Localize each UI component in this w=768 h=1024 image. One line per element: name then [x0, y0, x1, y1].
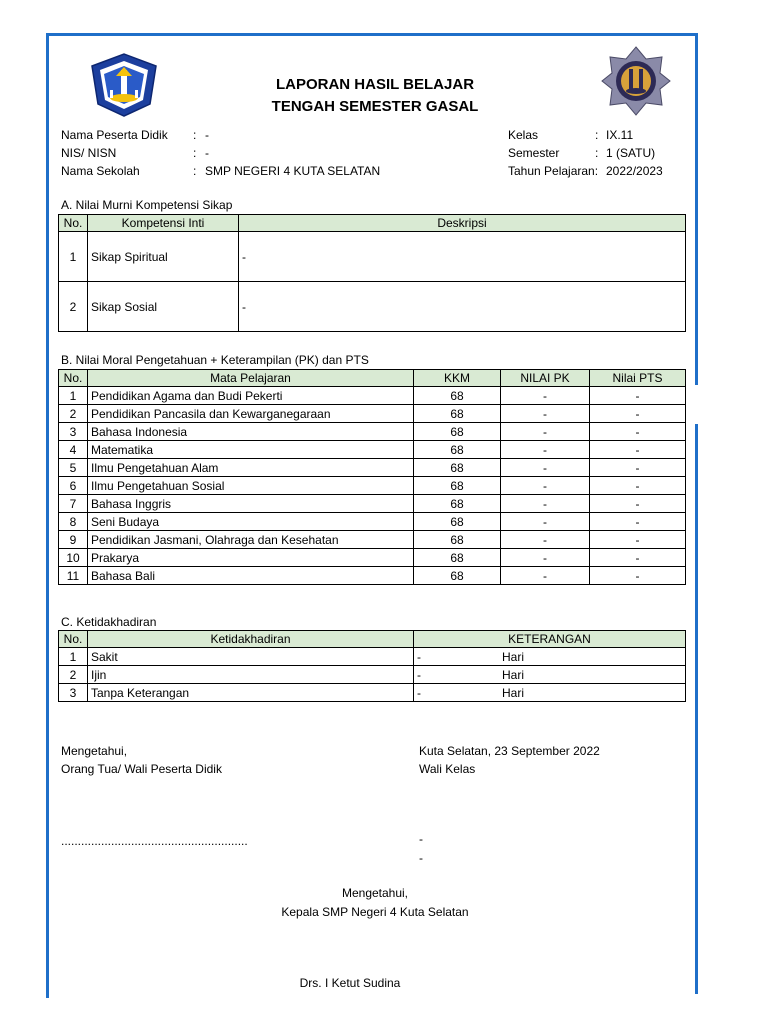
page-border-right [695, 33, 698, 385]
table-row [59, 531, 686, 549]
absence-note [414, 648, 686, 666]
row-no: 6 [59, 477, 88, 495]
pk-value: - [501, 387, 590, 405]
column-header: No. [59, 215, 88, 232]
row-no: 11 [59, 567, 88, 585]
province-emblem-icon [88, 52, 160, 118]
absence-note [414, 666, 686, 684]
absence-count: - [417, 667, 421, 682]
pk-value: - [501, 423, 590, 441]
subject-name: Bahasa Bali [88, 567, 414, 585]
class-value: IX.11 [606, 128, 634, 142]
semester-label: Semester [508, 146, 560, 160]
subject-name: Seni Budaya [88, 513, 414, 531]
kkm-value: 68 [414, 477, 501, 495]
subject-name: Bahasa Inggris [88, 495, 414, 513]
nis-value: - [205, 146, 209, 160]
row-no: 1 [59, 232, 88, 282]
year-label: Tahun Pelajaran: [508, 164, 599, 178]
colon: : [595, 146, 599, 160]
row-no: 3 [59, 423, 88, 441]
place-date: Kuta Selatan, 23 September 2022 [419, 744, 600, 758]
column-header: KKM [414, 370, 501, 387]
absence-note [414, 684, 686, 702]
parent-title: Orang Tua/ Wali Peserta Didik [61, 762, 222, 776]
name-value: - [205, 128, 209, 142]
column-header: No. [59, 370, 88, 387]
table-row [59, 459, 686, 477]
row-no: 8 [59, 513, 88, 531]
row-no: 2 [59, 666, 88, 684]
homeroom-name: - [419, 832, 423, 846]
table-row [59, 549, 686, 567]
absence-type: Ijin [88, 666, 414, 684]
pts-value: - [590, 423, 686, 441]
subject-name: Ilmu Pengetahuan Alam [88, 459, 414, 477]
parent-acknowledge: Mengetahui, [61, 744, 128, 758]
kkm-value: 68 [414, 567, 501, 585]
year-value: 2022/2023 [606, 164, 663, 178]
pts-value: - [590, 459, 686, 477]
row-no: 9 [59, 531, 88, 549]
pts-value: - [590, 549, 686, 567]
column-header: Mata Pelajaran [88, 370, 414, 387]
attendance-table [58, 630, 686, 702]
subject-name: Prakarya [88, 549, 414, 567]
section-c-title: C. Ketidakhadiran [61, 615, 157, 629]
school-value: SMP NEGERI 4 KUTA SELATAN [205, 164, 381, 178]
page-border-right [695, 424, 698, 994]
competency-description: - [239, 282, 686, 332]
name-label: Nama Peserta Didik [61, 128, 168, 142]
class-label: Kelas [508, 128, 539, 142]
pk-value: - [501, 459, 590, 477]
colon: : [193, 164, 197, 178]
kkm-value: 68 [414, 549, 501, 567]
pk-value: - [501, 495, 590, 513]
kkm-value: 68 [414, 423, 501, 441]
column-header: Ketidakhadiran [88, 631, 414, 648]
colon: : [193, 128, 197, 142]
table-row [59, 405, 686, 423]
school-label: Nama Sekolah [61, 164, 140, 178]
table-row [59, 441, 686, 459]
competency-name: Sikap Sosial [88, 282, 239, 332]
column-header: Deskripsi [239, 215, 686, 232]
kkm-value: 68 [414, 405, 501, 423]
subject-name: Pendidikan Jasmani, Olahraga dan Kesehatan [88, 531, 414, 549]
homeroom-id: - [419, 851, 423, 865]
table-row [59, 423, 686, 441]
pts-value: - [590, 495, 686, 513]
table-row [59, 232, 686, 282]
grades-table [58, 369, 686, 585]
nis-label: NIS/ NISN [61, 146, 117, 160]
column-header: Kompetensi Inti [88, 215, 239, 232]
pts-value: - [590, 405, 686, 423]
section-a-title: A. Nilai Murni Kompetensi Sikap [61, 198, 233, 212]
subject-name: Bahasa Indonesia [88, 423, 414, 441]
principal-name: Drs. I Ketut Sudina [299, 976, 401, 990]
subject-name: Pendidikan Agama dan Budi Pekerti [88, 387, 414, 405]
colon: : [595, 128, 599, 142]
column-header: NILAI PK [501, 370, 590, 387]
kkm-value: 68 [414, 513, 501, 531]
row-no: 7 [59, 495, 88, 513]
pts-value: - [590, 387, 686, 405]
column-header: No. [59, 631, 88, 648]
competency-name: Sikap Spiritual [88, 232, 239, 282]
subject-name: Pendidikan Pancasila dan Kewarganegaraan [88, 405, 414, 423]
pts-value: - [590, 477, 686, 495]
pk-value: - [501, 513, 590, 531]
table-row [59, 387, 686, 405]
pk-value: - [501, 531, 590, 549]
pk-value: - [501, 549, 590, 567]
table-row [59, 666, 686, 684]
colon: : [193, 146, 197, 160]
page-border-left [46, 33, 49, 998]
absence-count: - [417, 649, 421, 664]
kkm-value: 68 [414, 441, 501, 459]
absence-unit: Hari [502, 685, 525, 700]
absence-type: Tanpa Keterangan [88, 684, 414, 702]
subject-name: Matematika [88, 441, 414, 459]
principal-acknowledge: Mengetahui, [341, 886, 409, 900]
kkm-value: 68 [414, 495, 501, 513]
competency-description: - [239, 232, 686, 282]
row-no: 5 [59, 459, 88, 477]
table-row [59, 477, 686, 495]
pts-value: - [590, 513, 686, 531]
absence-unit: Hari [502, 667, 525, 682]
column-header: KETERANGAN [414, 631, 686, 648]
table-row [59, 495, 686, 513]
absence-count: - [417, 685, 421, 700]
subject-name: Ilmu Pengetahuan Sosial [88, 477, 414, 495]
pk-value: - [501, 567, 590, 585]
table-row [59, 567, 686, 585]
pts-value: - [590, 441, 686, 459]
report-subtitle: TENGAH SEMESTER GASAL [271, 98, 479, 115]
pk-value: - [501, 405, 590, 423]
pts-value: - [590, 531, 686, 549]
pts-value: - [590, 567, 686, 585]
semester-value: 1 (SATU) [606, 146, 656, 160]
table-row [59, 282, 686, 332]
kkm-value: 68 [414, 459, 501, 477]
page-border-top [46, 33, 698, 36]
table-row [59, 513, 686, 531]
column-header: Nilai PTS [590, 370, 686, 387]
absence-unit: Hari [502, 649, 525, 664]
pk-value: - [501, 441, 590, 459]
row-no: 3 [59, 684, 88, 702]
report-title: LAPORAN HASIL BELAJAR [275, 76, 475, 93]
table-row [59, 648, 686, 666]
absence-type: Sakit [88, 648, 414, 666]
row-no: 1 [59, 387, 88, 405]
table-row [59, 684, 686, 702]
row-no: 10 [59, 549, 88, 567]
pk-value: - [501, 477, 590, 495]
principal-title: Kepala SMP Negeri 4 Kuta Selatan [281, 905, 469, 919]
kkm-value: 68 [414, 387, 501, 405]
row-no: 2 [59, 405, 88, 423]
parent-signature-line: ........................................................ [61, 834, 248, 848]
attitude-table [58, 214, 686, 332]
homeroom-title: Wali Kelas [419, 762, 476, 776]
kkm-value: 68 [414, 531, 501, 549]
row-no: 2 [59, 282, 88, 332]
row-no: 1 [59, 648, 88, 666]
school-emblem-icon [600, 45, 672, 117]
row-no: 4 [59, 441, 88, 459]
section-b-title: B. Nilai Moral Pengetahuan + Keterampilan (PK) dan PTS [61, 353, 369, 367]
